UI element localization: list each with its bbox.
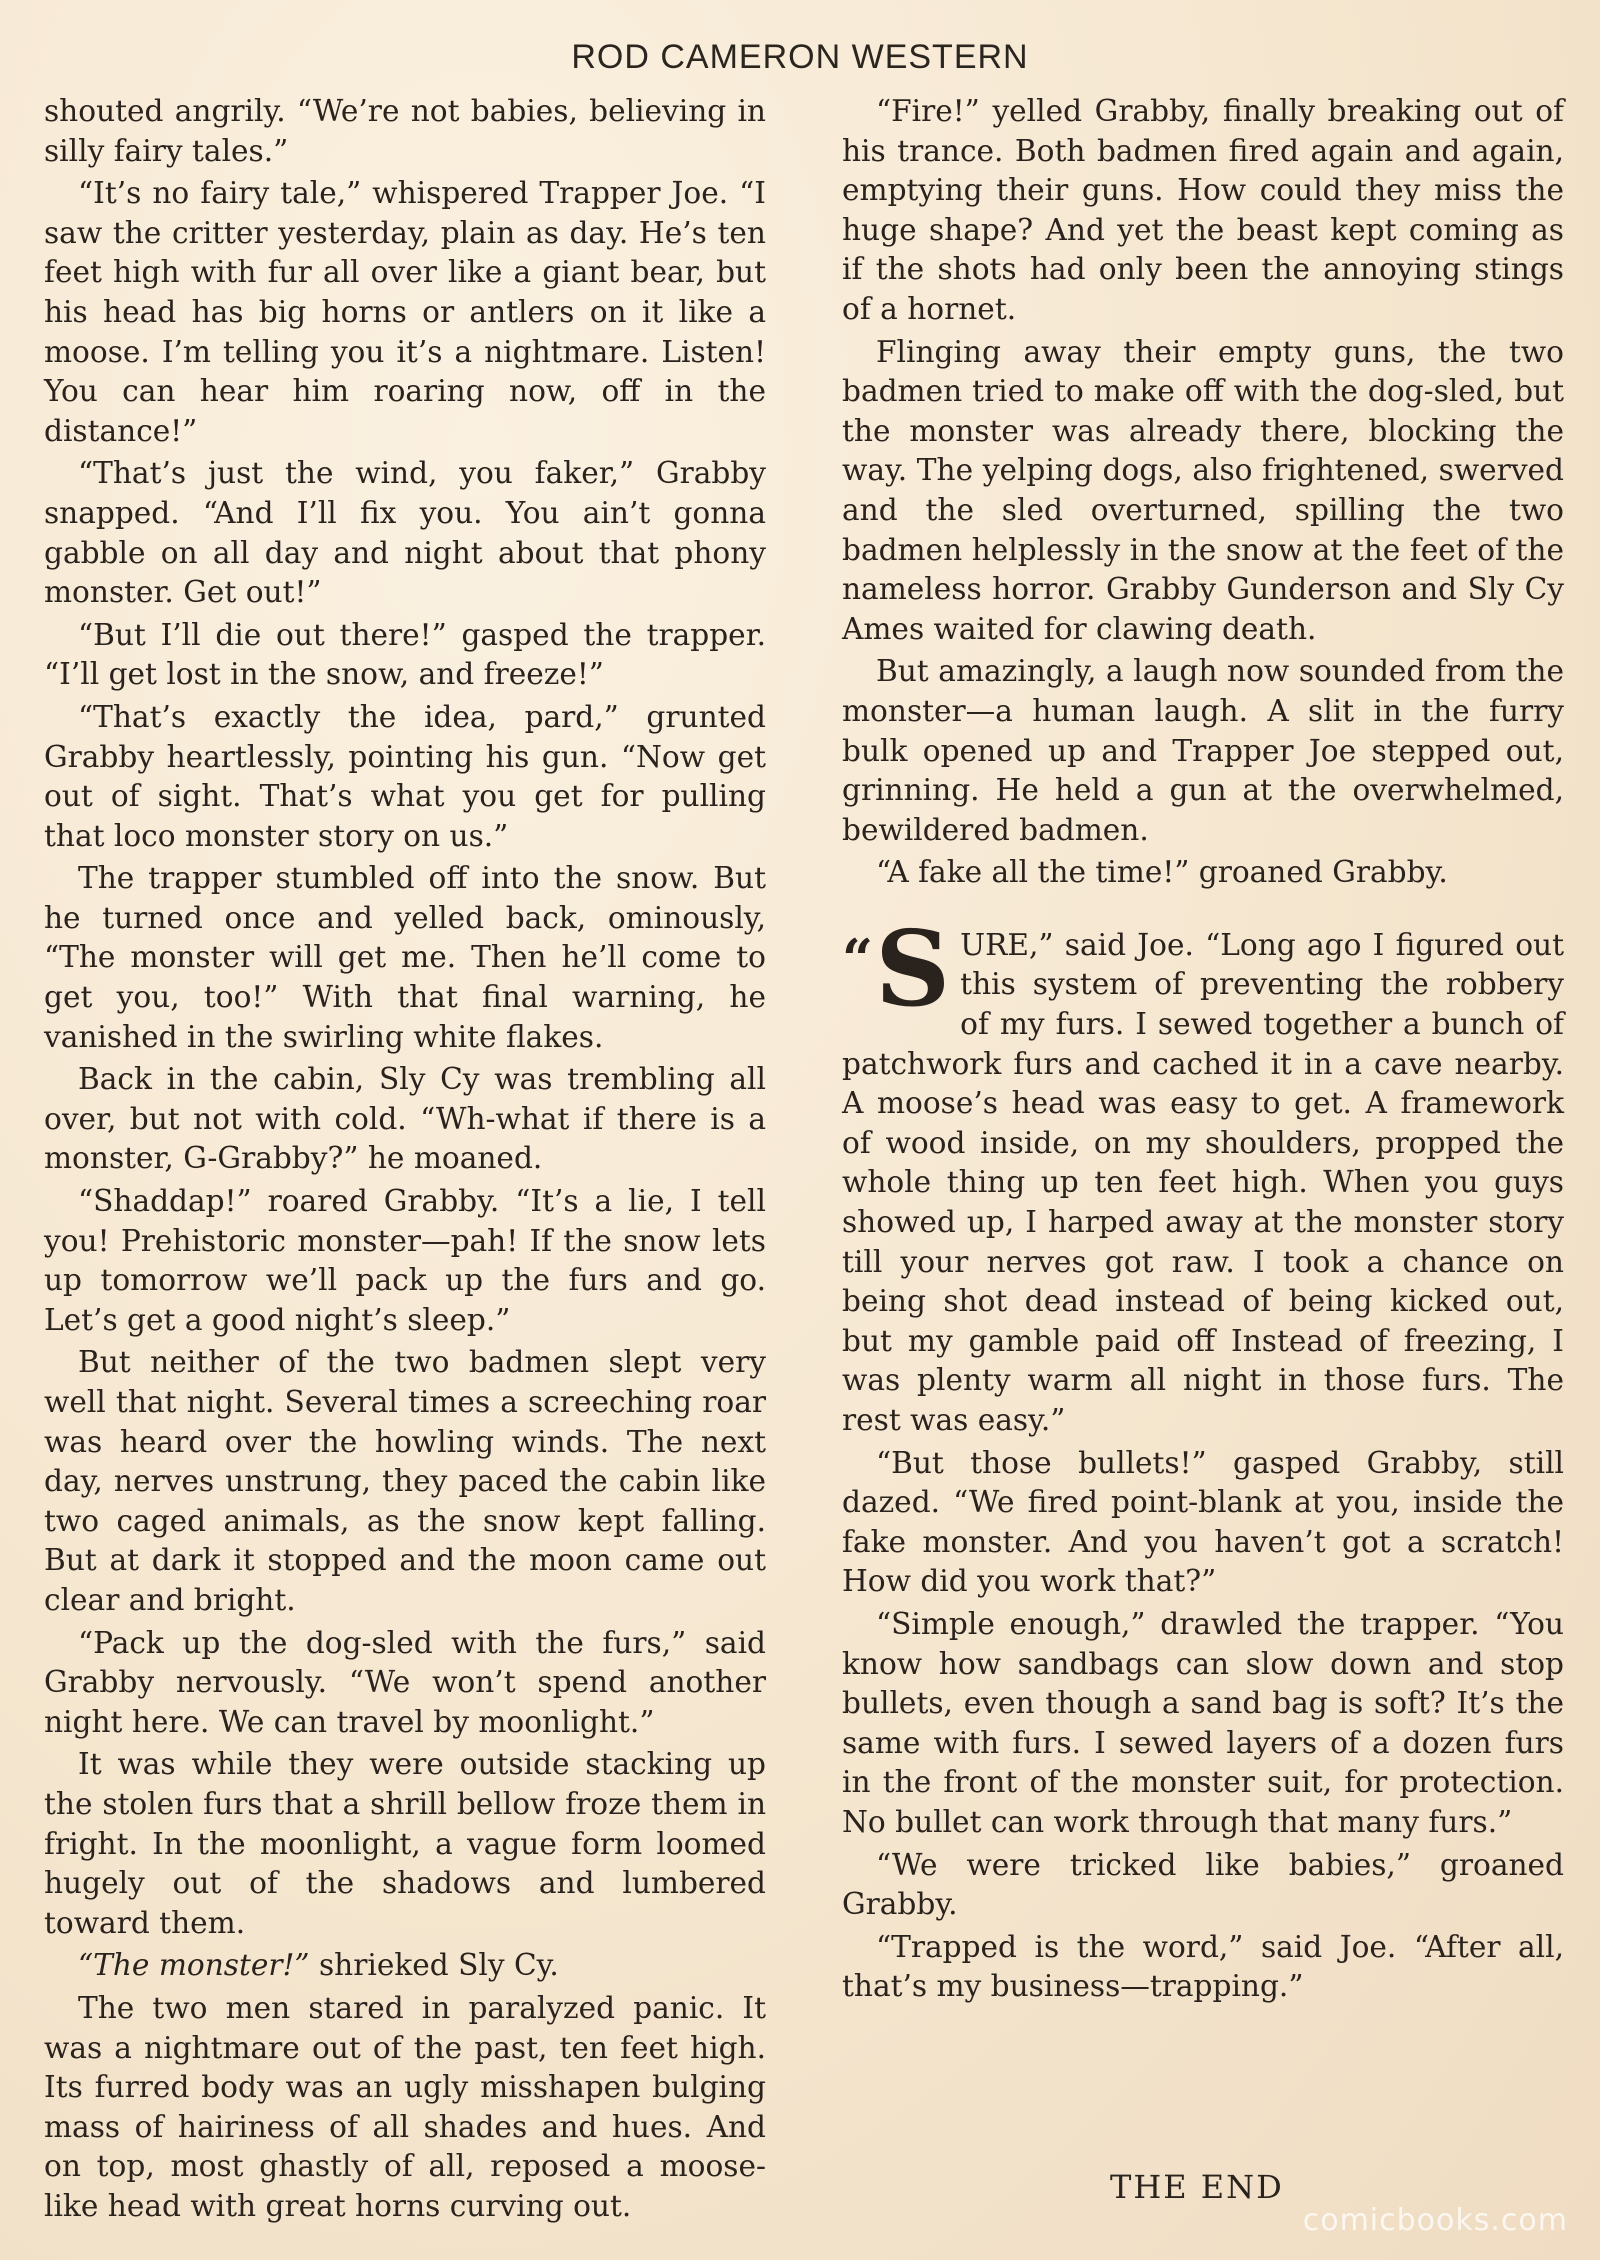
paragraph <box>842 1444 1564 1602</box>
paragraph <box>44 1745 766 1943</box>
paragraph-text: It was while they were outside stacking up the stolen furs that a shrill bellow froze them in fright. In the moonlight, a vague form loomed hugely out of the shadows and lumbered toward them. <box>44 1747 766 1940</box>
paragraph <box>842 1928 1564 2007</box>
paragraph-text: But amazingly, a laugh now sounded from the monster—a human laugh. A slit in the furry bulk opened up and Trapper Joe stepped out, grinning. He held a gun at the overwhelmed, bewildered badmen. <box>842 654 1564 847</box>
paragraph <box>842 333 1564 650</box>
paragraph <box>842 92 1564 330</box>
dropcap-paragraph <box>842 906 1564 1441</box>
page-header: ROD CAMERON WESTERN <box>571 38 1029 76</box>
the-end-label: THE END <box>1110 2168 1284 2206</box>
paragraph-text: “Pack up the dog-sled with the furs,” said Grabby nervously. “We won’t spend another night here. We can travel by moonlight.” <box>44 1625 766 1739</box>
paragraph-text: shouted angrily. “We’re not babies, believing in silly fairy tales.” <box>44 94 766 168</box>
paragraph-text: Flinging away their empty guns, the two badmen tried to make off with the dog-sled, but the monster was already there, blocking the way. The yelping dogs, also frightened, swerved and the sled overturned, spilling the two badmen helplessly in the snow at the feet of the nameless horror. Grabby Gunderson and Sly Cy Ames waited for clawing death. <box>842 334 1564 646</box>
paragraph <box>44 1343 766 1620</box>
paragraph <box>44 1182 766 1340</box>
dropcap-letter: S <box>875 906 951 1030</box>
paragraph <box>44 859 766 1057</box>
paragraph <box>44 616 766 695</box>
dropcap <box>842 906 951 1030</box>
paragraph-text: “That’s just the wind, you faker,” Grabby snapped. “And I’ll fix you. You ain’t gonna gabble on all day and night about that phony monster. Get out!” <box>44 456 766 610</box>
paragraph <box>44 1060 766 1179</box>
right-column-bottom <box>842 1444 1564 2007</box>
section-gap <box>842 896 1564 926</box>
left-column <box>44 92 766 2229</box>
paragraph-text: But neither of the two badmen slept very well that night. Several times a screeching roar was heard over the howling winds. The next day, nerves unstrung, they paced the cabin like two caged animals, as the snow kept falling. But at dark it stopped and the moon came out clear and bright. <box>44 1345 766 1617</box>
paragraph-text: “We were tricked like babies,” groaned Grabby. <box>842 1847 1564 1922</box>
watermark: comicbooks.com <box>1302 2203 1568 2238</box>
paragraph <box>44 1624 766 1743</box>
paragraph-text: “Simple enough,” drawled the trapper. “You know how sandbags can slow down and stop bullets, even though a sand bag is soft? It’s the same with furs. I sewed layers of a dozen furs in the front of the monster suit, for protection. No bullet can work through that many furs.” <box>842 1606 1564 1839</box>
paragraph <box>842 652 1564 850</box>
paragraph-text: The two men stared in paralyzed panic. It was a nightmare out of the past, ten feet high. Its furred body was an ugly misshapen bulging mass of hairiness of all shades and hues. And on top, most ghastly of all, reposed a moose-like head with great horns curving out. <box>44 1990 766 2223</box>
dropcap-quote: “ <box>842 926 874 991</box>
paragraph <box>44 174 766 451</box>
paragraph <box>842 853 1564 893</box>
paragraph <box>44 698 766 856</box>
paragraph <box>44 92 766 171</box>
paragraph <box>44 1946 766 1986</box>
paragraph-text: “A fake all the time!” groaned Grabby. <box>876 855 1448 890</box>
paragraph-text: “It’s no fairy tale,” whispered Trapper Joe. “I saw the critter yesterday, plain as day. He’s ten feet high with fur all over like a giant bear, but his head has big horns or antlers on it like a moose. I’m telling you it’s a nightmare. Listen! You can hear him roaring now, off in the distance!” <box>44 176 766 448</box>
paragraph <box>44 1989 766 2227</box>
paragraph-text: “But I’ll die out there!” gasped the trapper. “I’ll get lost in the snow, and freeze!” <box>44 617 766 692</box>
paragraph-text: The trapper stumbled off into the snow. But he turned once and yelled back, ominously, “The monster will get me. Then he’ll come to get you, too!” With that final warning, he vanished in the swirling white flakes. <box>44 861 766 1054</box>
paragraph <box>842 1846 1564 1925</box>
paragraph-text: “Trapped is the word,” said Joe. “After all, that’s my business—trapping.” <box>842 1929 1564 2004</box>
dropcap-text: URE,” said Joe. “Long ago I figured out this system of preventing the robbery of my furs. I sewed together a bunch of patchwork furs and cached it in a cave nearby. A moose’s head was easy to get. A framework of wood inside, on my shoulders, propped the whole thing up ten feet high. When you guys showed up, I harped away at the monster story till your nerves got raw. I took a chance on being shot dead instead of being kicked out, but my gamble paid off Instead of freezing, I was plenty warm all night in those furs. The rest was easy.” <box>842 927 1564 1437</box>
paragraph-text: “But those bullets!” gasped Grabby, still dazed. “We fired point-blank at you, inside the fake monster. And you haven’t got a scratch! How did you work that?” <box>842 1445 1564 1599</box>
right-column-top <box>842 92 1564 893</box>
paragraph-text: shrieked Sly Cy. <box>309 1948 559 1983</box>
paragraph-text: “Shaddap!” roared Grabby. “It’s a lie, I tell you! Prehistoric monster—pah! If the snow lets up tomorrow we’ll pack up the furs and go. Let’s get a good night’s sleep.” <box>44 1184 766 1337</box>
paragraph-text: “Fire!” yelled Grabby, finally breaking out of his trance. Both badmen fired again and again, emptying their guns. How could they miss the huge shape? And yet the beast kept coming as if the shots had only been the annoying stings of a hornet. <box>842 94 1564 326</box>
paragraph <box>842 1605 1564 1843</box>
paragraph <box>44 454 766 612</box>
emphasis-text: “The monster!” <box>78 1948 310 1983</box>
paragraph-text: Back in the cabin, Sly Cy was trembling all over, but not with cold. “Wh-what if there is a monster, G-Grabby?” he moaned. <box>44 1062 766 1176</box>
paragraph-text: “That’s exactly the idea, pard,” grunted Grabby heartlessly, pointing his gun. “Now get out of sight. That’s what you get for pulling that loco monster story on us.” <box>44 699 766 853</box>
right-column <box>842 92 1564 2010</box>
